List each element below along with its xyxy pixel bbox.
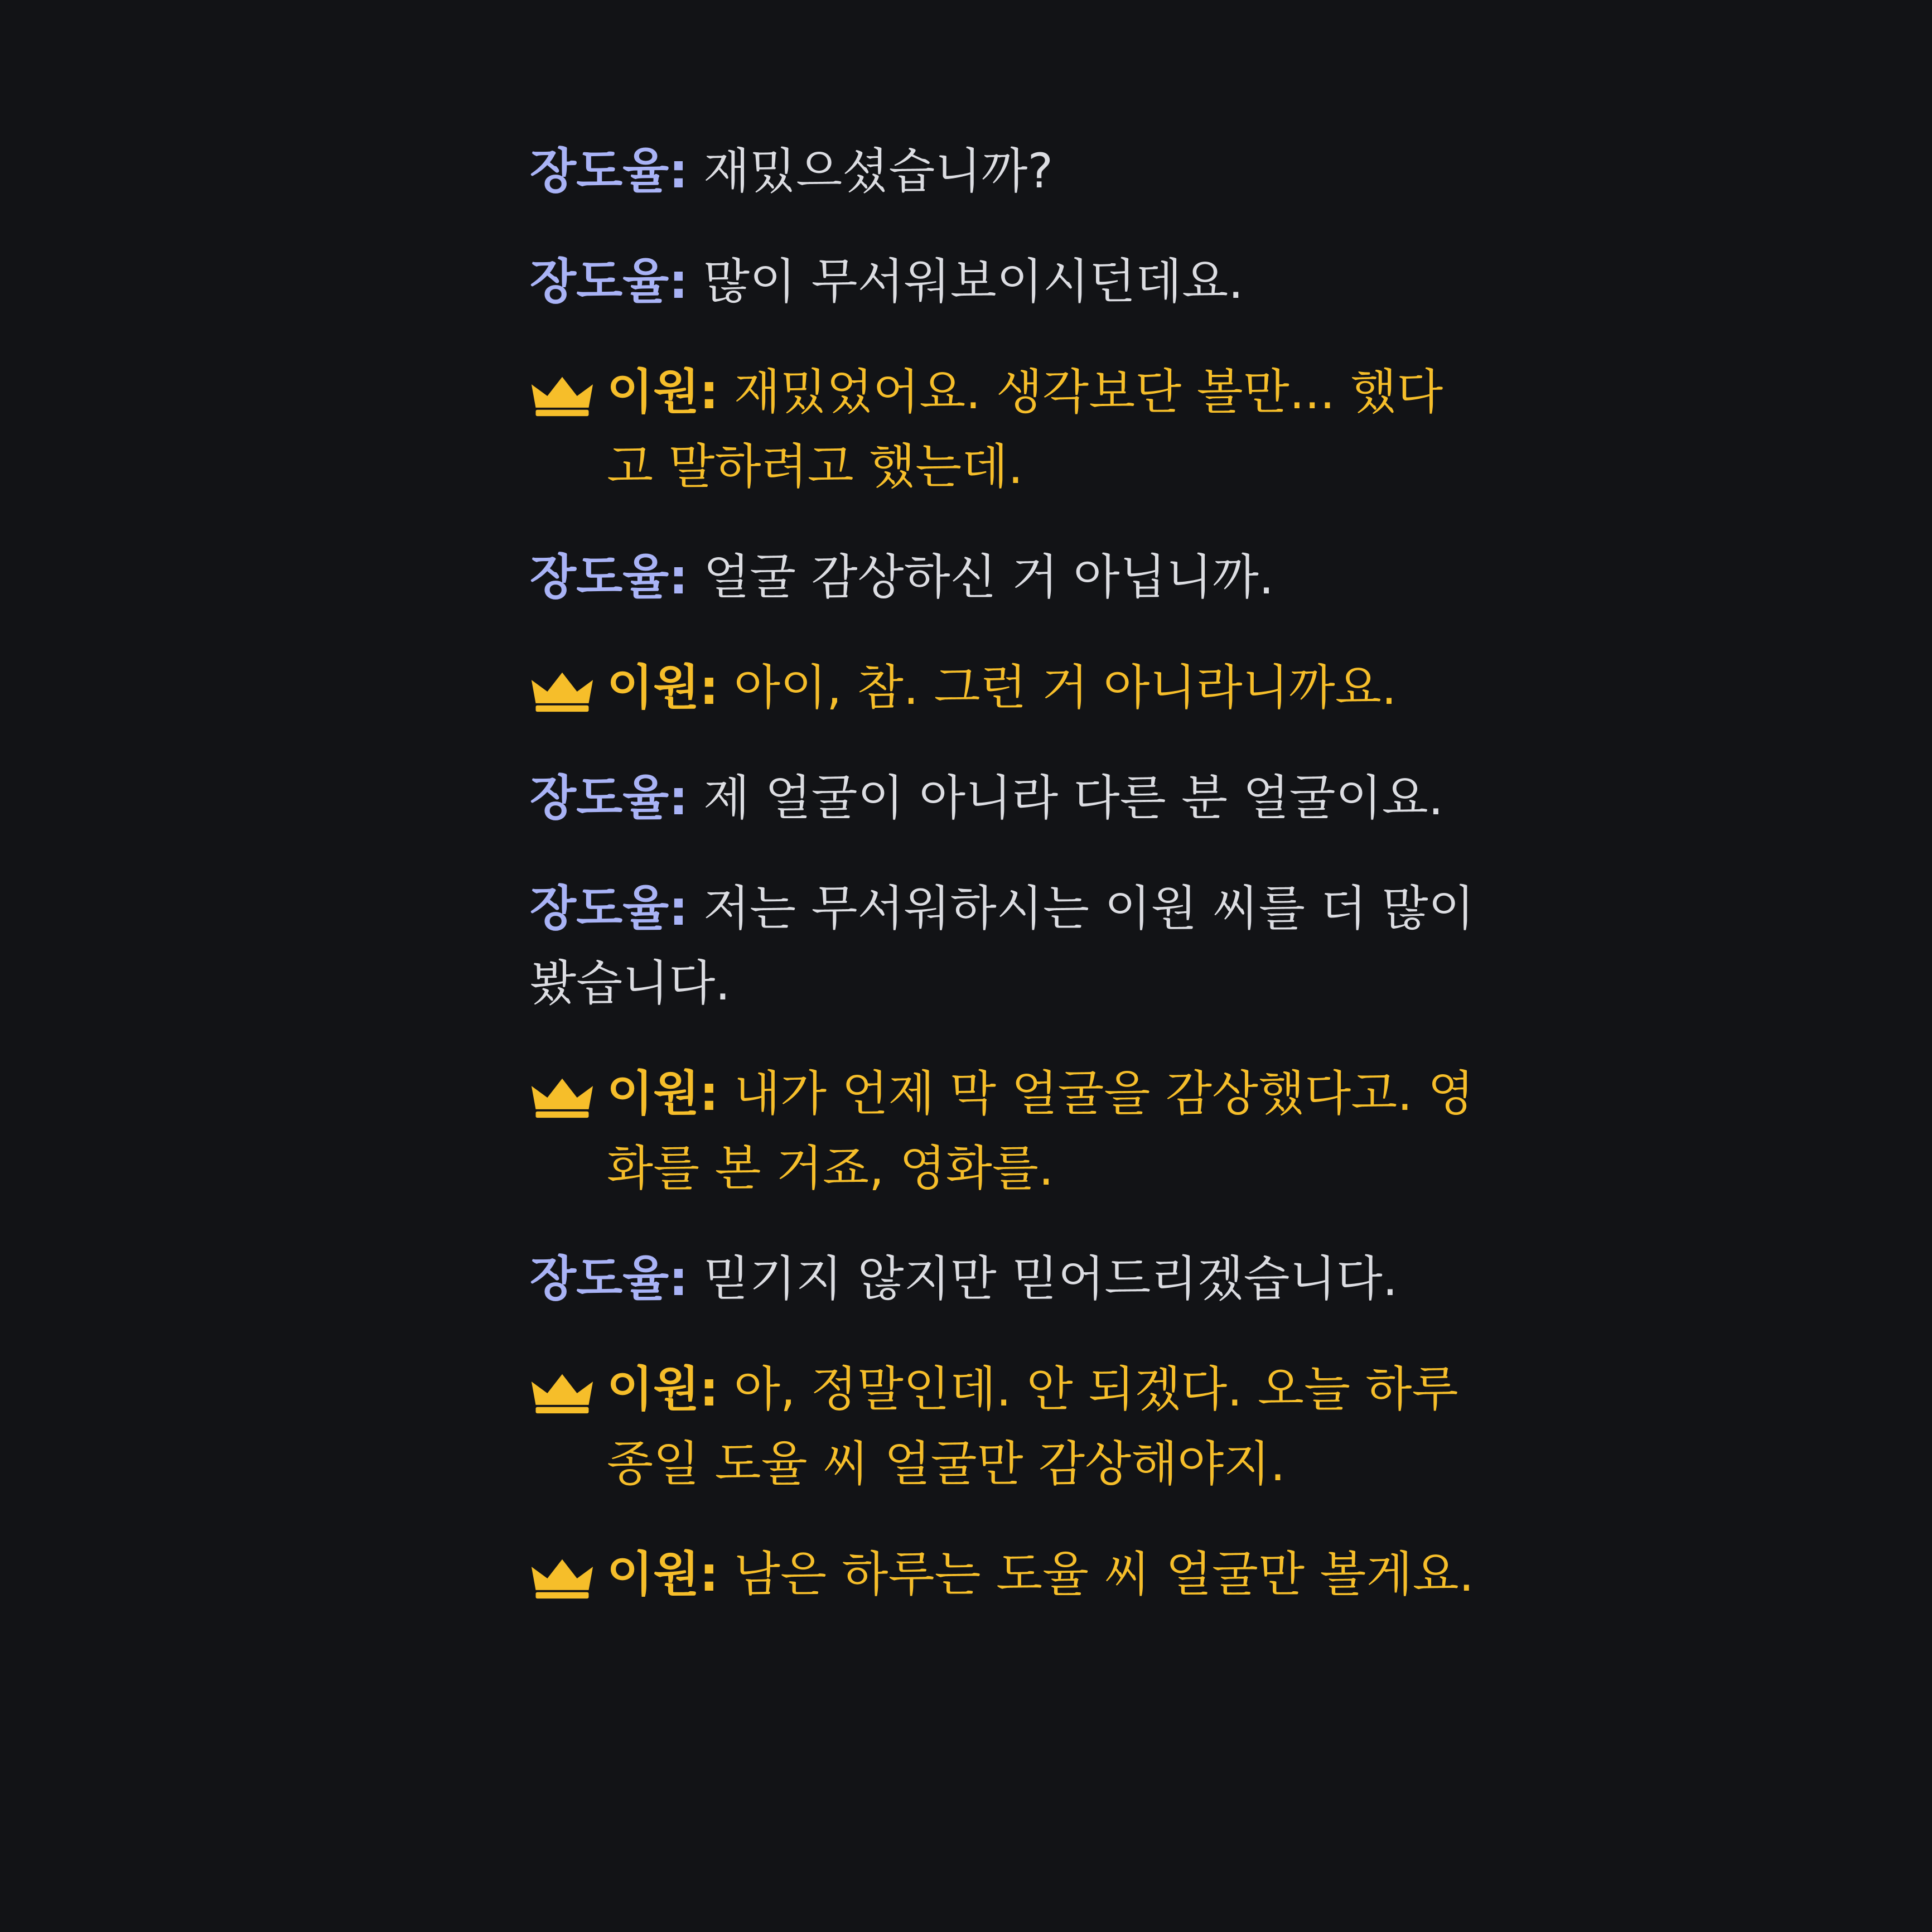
crown-icon bbox=[530, 1557, 595, 1600]
message-text: 믿기지 않지만 믿어드리겠습니다. bbox=[703, 1251, 1398, 1307]
message-text: 내가 언제 막 얼굴을 감상했다고. 영화를 본 거죠, 영화를. bbox=[607, 1066, 1474, 1196]
message-text: 제 얼굴이 아니라 다른 분 얼굴이요. bbox=[703, 770, 1444, 826]
speaker-name: 이원: bbox=[607, 1547, 719, 1602]
message-text: 남은 하루는 도율 씨 얼굴만 볼게요. bbox=[733, 1547, 1474, 1602]
message-text: 저는 무서워하시는 이원 씨를 더 많이 봤습니다. bbox=[530, 881, 1475, 1011]
crown-icon bbox=[530, 1372, 595, 1414]
chat-message bbox=[530, 134, 1478, 209]
chat-message bbox=[530, 355, 1478, 504]
speaker-name: 장도율: bbox=[530, 881, 688, 936]
speaker-name: 장도율: bbox=[530, 770, 688, 826]
crown-icon bbox=[530, 1076, 595, 1119]
chat-message bbox=[530, 244, 1478, 319]
crown-icon bbox=[530, 670, 595, 713]
message-text: 재밌으셨습니까? bbox=[703, 143, 1054, 199]
chat-message bbox=[530, 540, 1478, 615]
chat-message bbox=[530, 871, 1478, 1021]
speaker-name: 이원: bbox=[607, 364, 719, 420]
chat-message bbox=[530, 1352, 1478, 1501]
message-text: 많이 무서워보이시던데요. bbox=[703, 254, 1244, 310]
speaker-name: 장도율: bbox=[530, 549, 688, 605]
speaker-name: 장도율: bbox=[530, 254, 688, 310]
message-text: 재밌었어요. 생각보단 볼만... 했다고 말하려고 했는데. bbox=[607, 364, 1443, 495]
speaker-name: 장도율: bbox=[530, 143, 688, 199]
chat-message bbox=[530, 1242, 1478, 1316]
message-text: 얼굴 감상하신 거 아닙니까. bbox=[703, 549, 1274, 605]
message-text: 아, 정말인데. 안 되겠다. 오늘 하루 종일 도율 씨 얼굴만 감상해야지. bbox=[607, 1361, 1458, 1492]
chat-message bbox=[530, 1056, 1478, 1206]
chat-log bbox=[530, 134, 1478, 1648]
chat-message bbox=[530, 761, 1478, 835]
crown-icon bbox=[530, 375, 595, 417]
message-text: 아이, 참. 그런 거 아니라니까요. bbox=[733, 660, 1397, 716]
speaker-name: 이원: bbox=[607, 660, 719, 716]
chat-message bbox=[530, 650, 1478, 725]
speaker-name: 이원: bbox=[607, 1361, 719, 1417]
speaker-name: 장도율: bbox=[530, 1251, 688, 1307]
chat-message bbox=[530, 1537, 1478, 1612]
speaker-name: 이원: bbox=[607, 1066, 719, 1122]
